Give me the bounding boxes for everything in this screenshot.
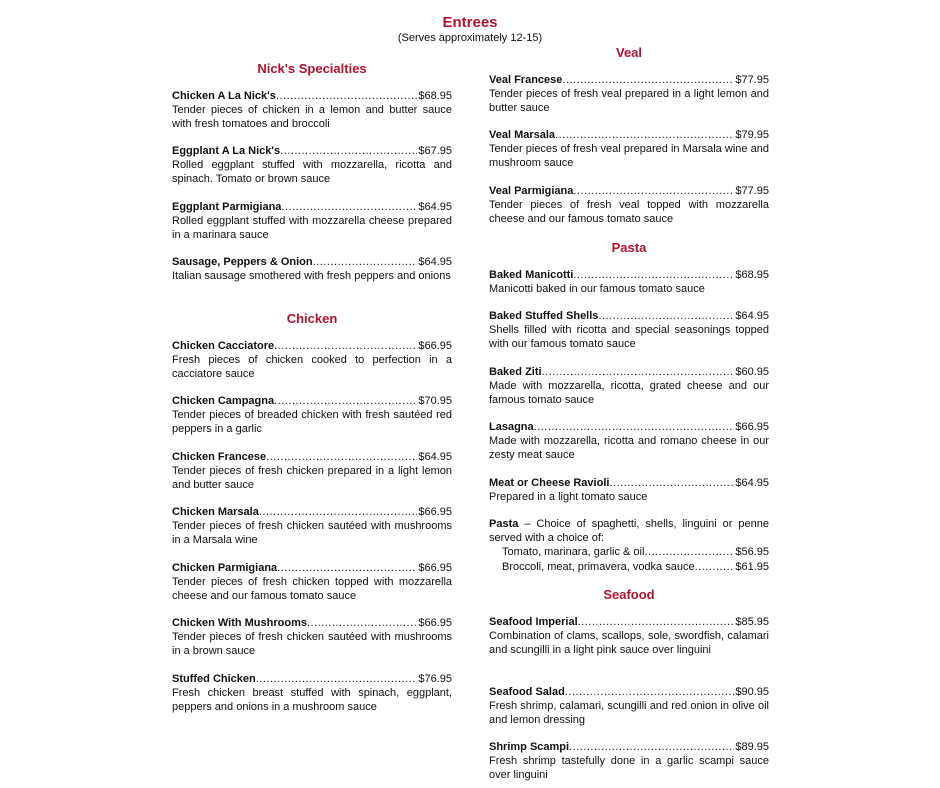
item-price: $64.95 — [418, 451, 452, 463]
item-price: $70.95 — [418, 395, 452, 407]
menu-item — [172, 89, 452, 132]
menu-item — [489, 309, 769, 352]
item-name: Seafood Salad — [489, 686, 565, 698]
dot-leader — [313, 255, 418, 269]
item-description: Made with mozzarella, ricotta and romano cheese in our zesty meat sauce — [489, 435, 769, 462]
item-description: Fresh shrimp tastefully done in a garlic scampi sauce over linguini — [489, 755, 769, 782]
item-description: Rolled eggplant stuffed with mozzarella, ricotta and spinach. Tomato or brown sauce — [172, 159, 452, 186]
dot-leader — [534, 420, 735, 434]
pasta-choice-text: – Choice of spaghetti, shells, linguini or penne served with a choice of: — [489, 518, 769, 545]
section-heading-veal: Veal — [615, 45, 643, 60]
dot-leader — [256, 672, 418, 686]
item-price: $66.95 — [418, 562, 452, 574]
menu-subtitle: (Serves approximately 12-15) — [397, 32, 543, 44]
dot-leader — [609, 476, 734, 490]
item-description: Tender pieces of chicken in a lemon and butter sauce with fresh tomatoes and broccoli — [172, 104, 452, 131]
item-price: $66.95 — [418, 340, 452, 352]
menu-title: Entrees — [442, 14, 498, 31]
item-name: Eggplant Parmigiana — [172, 201, 282, 213]
item-name: Chicken With Mushrooms — [172, 617, 307, 629]
item-name: Chicken Campagna — [172, 395, 275, 407]
dot-leader — [562, 73, 734, 87]
menu-item — [489, 740, 769, 783]
item-description: Tender pieces of fresh chicken sautéed with mushrooms in a Marsala wine — [172, 520, 452, 547]
dot-leader — [569, 740, 734, 754]
item-description: Fresh shrimp, calamari, scungilli and red onion in olive oil and lemon dressing — [489, 700, 769, 727]
item-price: $77.95 — [735, 74, 769, 86]
menu-item — [489, 615, 769, 658]
item-name: Chicken Parmigiana — [172, 562, 278, 574]
pasta-option — [489, 560, 769, 574]
item-price: $64.95 — [735, 477, 769, 489]
item-name: Chicken Marsala — [172, 506, 259, 518]
dot-leader — [542, 365, 735, 379]
item-name: Stuffed Chicken — [172, 673, 256, 685]
item-description: Prepared in a light tomato sauce — [489, 491, 648, 504]
menu-item — [489, 685, 769, 728]
dot-leader — [274, 339, 417, 353]
menu-item — [172, 505, 452, 548]
item-price: $67.95 — [418, 145, 452, 157]
item-price: $64.95 — [735, 310, 769, 322]
item-price: $79.95 — [735, 129, 769, 141]
item-description: Tender pieces of fresh chicken sautéed with mushrooms in a brown sauce — [172, 631, 452, 658]
section-heading-specialties: Nick's Specialties — [257, 61, 367, 76]
option-label: Broccoli, meat, primavera, vodka sauce — [502, 560, 695, 573]
dot-leader — [573, 268, 734, 282]
menu-item — [172, 339, 452, 382]
item-price: $64.95 — [418, 201, 452, 213]
item-name: Baked Stuffed Shells — [489, 310, 599, 322]
item-price: $64.95 — [418, 256, 452, 268]
dot-leader — [578, 615, 735, 629]
dot-leader — [274, 394, 417, 408]
dot-leader — [695, 560, 735, 574]
menu-item — [489, 184, 769, 227]
option-price: $56.95 — [735, 546, 769, 559]
dot-leader — [266, 450, 417, 464]
item-name: Chicken Francese — [172, 451, 267, 463]
pasta-option — [489, 545, 769, 559]
menu-item — [489, 73, 769, 116]
item-name: Veal Francese — [489, 74, 563, 86]
item-name: Baked Manicotti — [489, 269, 574, 281]
dot-leader — [598, 309, 734, 323]
dot-leader — [644, 545, 734, 559]
item-price: $66.95 — [418, 506, 452, 518]
item-description: Fresh pieces of chicken cooked to perfection in a cacciatore sauce — [172, 354, 452, 381]
item-price: $68.95 — [735, 269, 769, 281]
item-name: Veal Marsala — [489, 129, 556, 141]
item-name: Chicken Cacciatore — [172, 340, 275, 352]
menu-item — [172, 450, 452, 493]
option-label: Tomato, marinara, garlic & oil — [502, 546, 645, 559]
item-description: Shells filled with ricotta and special seasonings topped with our famous tomato sauce — [489, 324, 769, 351]
pasta-choice — [489, 517, 769, 574]
item-price: $90.95 — [735, 686, 769, 698]
menu-item — [172, 394, 452, 437]
item-description: Made with mozzarella, ricotta, grated cheese and our famous tomato sauce — [489, 380, 769, 407]
item-name: Seafood Imperial — [489, 616, 578, 628]
item-price: $89.95 — [735, 741, 769, 753]
menu-item — [172, 561, 452, 604]
menu-item — [489, 128, 769, 171]
menu-item — [489, 476, 769, 504]
dot-leader — [307, 616, 417, 630]
dot-leader — [565, 685, 735, 699]
item-description: Tender pieces of fresh chicken topped with mozzarella cheese and our famous tomato sauce — [172, 576, 452, 603]
item-price: $66.95 — [418, 617, 452, 629]
item-price: $77.95 — [735, 185, 769, 197]
dot-leader — [555, 128, 734, 142]
menu-item — [489, 268, 769, 296]
item-description: Manicotti baked in our famous tomato sauce — [489, 283, 705, 296]
item-price: $60.95 — [735, 366, 769, 378]
item-description: Tender pieces of fresh veal topped with mozzarella cheese and our famous tomato sauce — [489, 199, 769, 226]
item-name: Baked Ziti — [489, 366, 542, 378]
item-price: $66.95 — [735, 421, 769, 433]
item-name: Chicken A La Nick's — [172, 90, 276, 102]
item-name: Shrimp Scampi — [489, 741, 570, 753]
item-description: Tender pieces of fresh chicken prepared in a light lemon and butter sauce — [172, 465, 452, 492]
dot-leader — [259, 505, 418, 519]
menu-item — [172, 144, 452, 187]
dot-leader — [281, 200, 417, 214]
menu-item — [172, 616, 452, 659]
menu-item — [172, 255, 452, 283]
section-heading-pasta: Pasta — [611, 240, 647, 255]
menu-item — [489, 365, 769, 408]
item-price: $85.95 — [735, 616, 769, 628]
menu-item — [172, 200, 452, 243]
menu-item — [489, 420, 769, 463]
menu-item — [172, 672, 452, 715]
item-price: $76.95 — [418, 673, 452, 685]
item-name: Lasagna — [489, 421, 534, 433]
option-price: $61.95 — [735, 560, 769, 573]
item-description: Tender pieces of fresh veal prepared in Marsala wine and mushroom sauce — [489, 143, 769, 170]
section-heading-seafood: Seafood — [603, 587, 655, 602]
item-description: Fresh chicken breast stuffed with spinach, eggplant, peppers and onions in a mushroom sauce — [172, 687, 452, 714]
item-name: Eggplant A La Nick's — [172, 145, 281, 157]
item-name: Veal Parmigiana — [489, 185, 574, 197]
item-description: Tender pieces of fresh veal prepared in a light lemon and butter sauce — [489, 88, 769, 115]
dot-leader — [276, 89, 417, 103]
item-description: Rolled eggplant stuffed with mozzarella cheese prepared in a marinara sauce — [172, 215, 452, 242]
dot-leader — [280, 144, 417, 158]
item-description: Tender pieces of breaded chicken with fresh sautéed red peppers in a garlic — [172, 409, 452, 436]
pasta-choice-name: Pasta — [489, 518, 519, 530]
dot-leader — [277, 561, 417, 575]
item-name: Sausage, Peppers & Onion — [172, 256, 313, 268]
item-price: $68.95 — [418, 90, 452, 102]
item-description: Italian sausage smothered with fresh peppers and onions — [172, 270, 451, 283]
item-name: Meat or Cheese Ravioli — [489, 477, 610, 489]
dot-leader — [573, 184, 734, 198]
item-description: Combination of clams, scallops, sole, swordfish, calamari and scungilli in a light pink sauce over linguini — [489, 630, 769, 657]
section-heading-chicken: Chicken — [286, 311, 338, 326]
